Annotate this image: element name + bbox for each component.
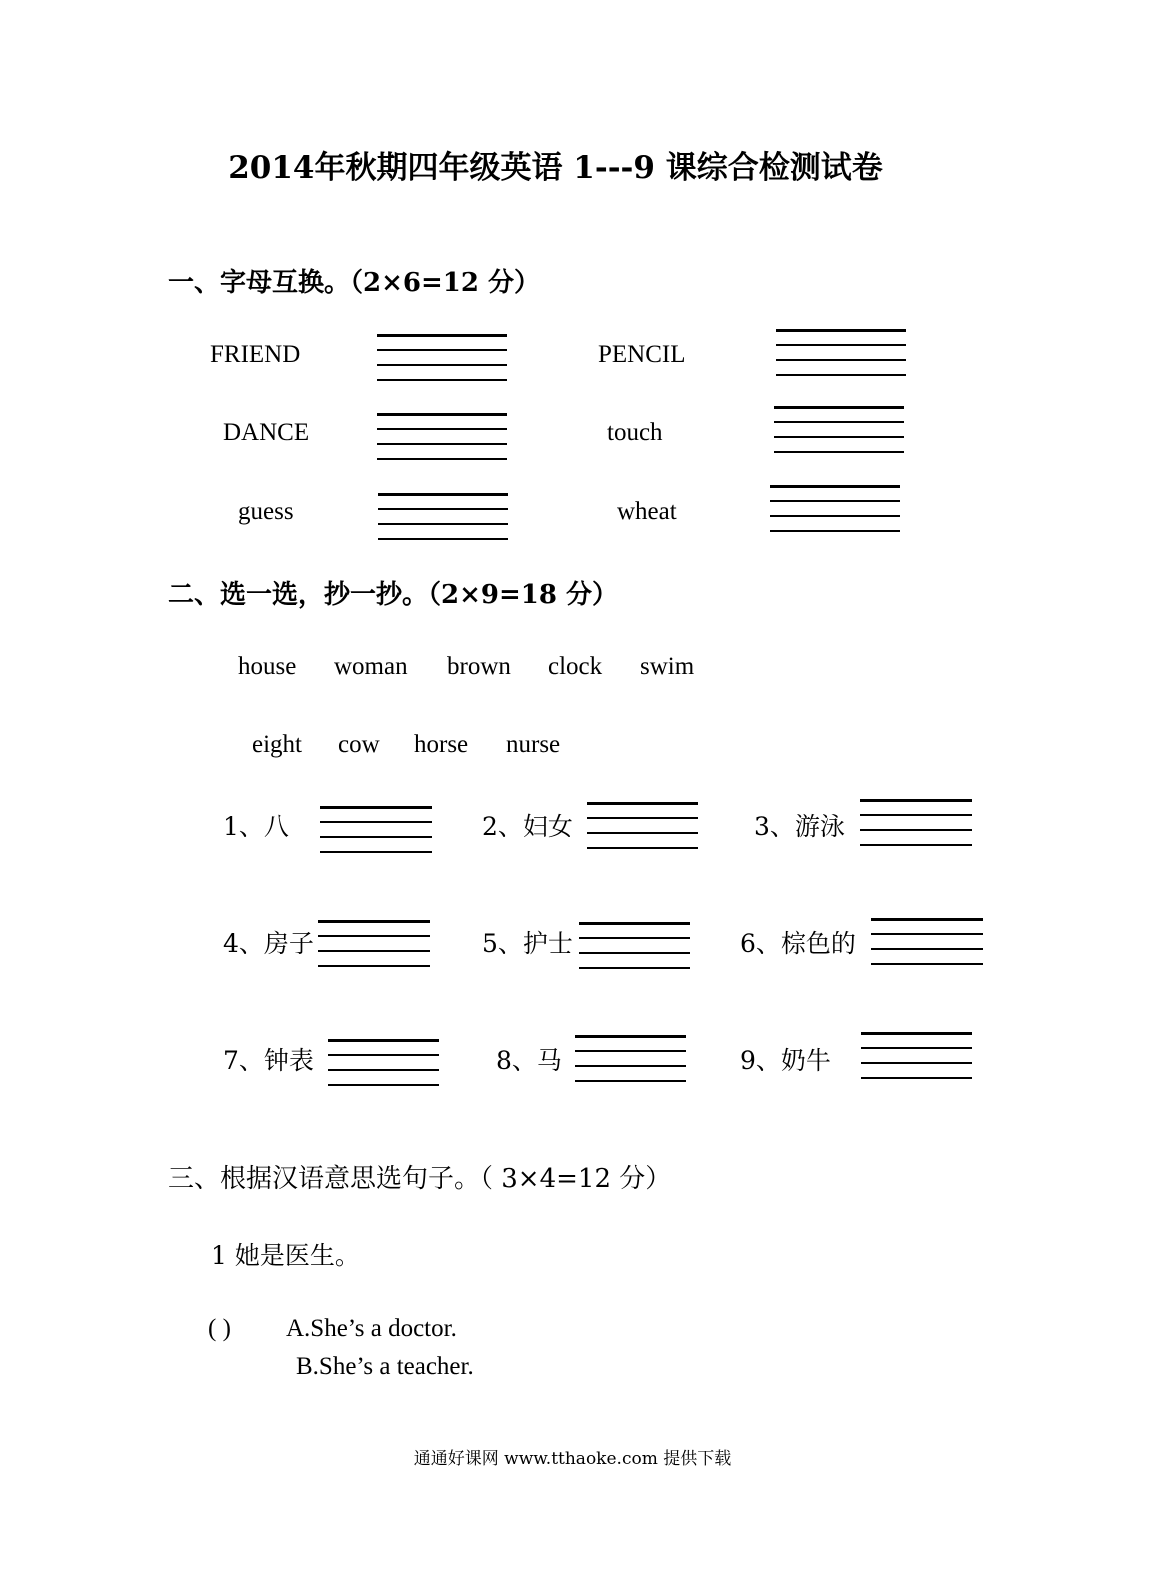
writing-lines[interactable] <box>871 918 983 964</box>
item-label: 7、钟表 <box>223 1046 314 1075</box>
item-label: 9、奶牛 <box>740 1046 831 1075</box>
writing-lines[interactable] <box>776 329 906 375</box>
item-label: 2、妇女 <box>482 812 573 841</box>
writing-lines[interactable] <box>860 799 972 845</box>
writing-lines[interactable] <box>575 1035 686 1081</box>
bank-word: horse <box>414 731 469 758</box>
writing-lines[interactable] <box>320 806 432 852</box>
bank-word: eight <box>252 731 302 758</box>
item-label: 8、马 <box>496 1046 562 1075</box>
word-friend: FRIEND <box>210 341 301 368</box>
bank-word: woman <box>334 653 408 680</box>
bank-word: house <box>238 653 297 680</box>
writing-lines[interactable] <box>579 922 690 968</box>
bank-word: brown <box>447 653 511 680</box>
writing-lines[interactable] <box>378 493 508 539</box>
word-dance: DANCE <box>223 419 310 446</box>
section3-heading: 三、根据汉语意思选句子。（ 3×4=12 分） <box>168 1164 672 1194</box>
option-b: B.She’s a teacher. <box>296 1353 474 1380</box>
bank-word: cow <box>338 731 380 758</box>
writing-lines[interactable] <box>587 802 698 848</box>
item-label: 1、八 <box>223 812 289 841</box>
question-prompt: 1 她是医生。 <box>211 1241 360 1270</box>
option-a: A.She’s a doctor. <box>286 1315 457 1342</box>
word-wheat: wheat <box>617 498 677 525</box>
writing-lines[interactable] <box>770 485 900 531</box>
writing-lines[interactable] <box>377 334 507 380</box>
word-touch: touch <box>607 419 663 446</box>
item-label: 5、护士 <box>482 929 573 958</box>
item-label: 6、棕色的 <box>740 929 856 958</box>
word-guess: guess <box>238 498 294 525</box>
writing-lines[interactable] <box>861 1032 972 1078</box>
bank-word: nurse <box>506 731 561 758</box>
bank-word: swim <box>640 653 695 680</box>
footer-text: 通通好课网 www.tthaoke.com 提供下载 <box>413 1449 732 1469</box>
answer-bracket[interactable]: ( ) <box>208 1315 231 1342</box>
section2-heading: 二、选一选，抄一抄。（2×9=18 分） <box>168 580 618 610</box>
item-label: 4、房子 <box>223 929 314 958</box>
writing-lines[interactable] <box>328 1039 439 1085</box>
word-pencil: PENCIL <box>598 341 686 368</box>
item-label: 3、游泳 <box>754 812 845 841</box>
section1-heading: 一、字母互换。（2×6=12 分） <box>168 268 540 298</box>
page-title: 2014年秋期四年级英语 1---9 课综合检测试卷 <box>228 150 883 186</box>
bank-word: clock <box>548 653 603 680</box>
writing-lines[interactable] <box>377 413 507 459</box>
writing-lines[interactable] <box>318 920 430 966</box>
writing-lines[interactable] <box>774 406 904 452</box>
